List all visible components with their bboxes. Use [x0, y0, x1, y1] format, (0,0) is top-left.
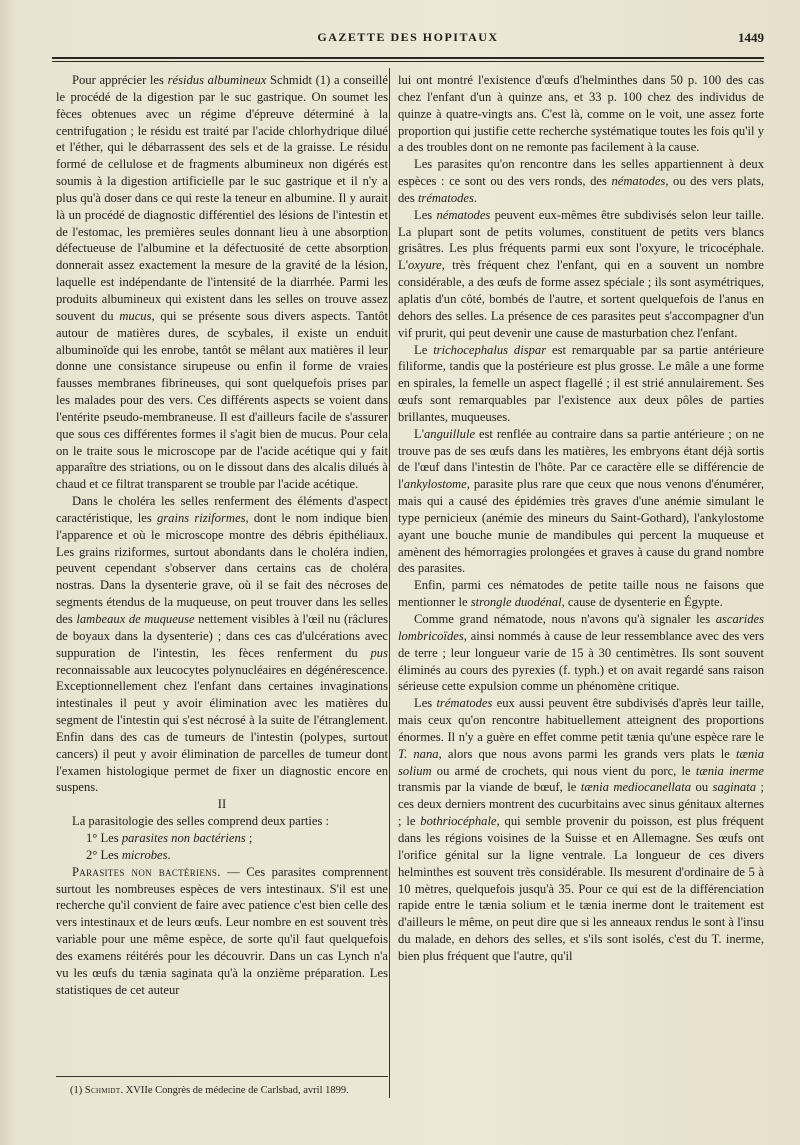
paragraph: Dans le choléra les selles renferment des éléments d'aspect caractéristique, les grains riziformes, dont le nom indique bien l'apparence et où le microscope montre des débris épithéliaux. Les grains riziformes, surtout abondants dans le choléra indien, peuvent cependant s'observer dans certains cas de choléra nostras. Dans la dysenterie grave, où il se fait des nécroses de segments étendus de la muqueuse, on peut trouver dans les selles des lambeaux de muqueuse nettement visibles à l'œil nu (râclures de boyaux dans la dysenterie) ; dans ces cas d'ulcérations avec suppuration de l'intestin, les fèces renferment du pus reconnaissable aux leucocytes polynucléaires en dégénérescence. Exceptionnellement chez l'enfant dans certaines invaginations intestinales il peut y avoir élimination avec les matières du segment de l'intestin qui s'est nécrosé à la suite de l'étranglement. Enfin dans des cas de tumeurs de l'intestin (polypes, surtout cancers) il peut y avoir élimination de parcelles de tumeur dont l'examen histologique permet de fixer un diagnostic encore en suspens.	[56, 494, 389, 795]
left-column	[56, 72, 388, 998]
paragraph: L'anguillule est renflée au contraire dans sa partie antérieure ; on ne trouve pas de ses œufs dans les matières, les embryons étant déjà sortis de l'œuf dans l'intestin de l'hôte. Par ce caractère elle se différencie de l'ankylostome, parasite plus rare que ceux que nous venons d'énumérer, mais qui a causé des épidémies très graves d'une anémie simulant le type pernicieux (anémie des mineurs du Saint-Gothard), l'ankylostome ayant une bouche munie de mandibules qui percent la muqueuse et amènent des hémorragies prolongées et graves à cause du grand nombre des parasites.	[398, 426, 764, 576]
paragraph: Les parasites qu'on rencontre dans les selles appartiennent à deux espèces : ce sont ou des vers ronds, des nématodes, ou des vers plats, des trématodes.	[398, 157, 765, 205]
footnote-rule	[56, 1076, 388, 1077]
list-item: 1° Les parasites non bactériens ;	[86, 830, 253, 845]
section-number: II	[217, 797, 227, 812]
paragraph: Parasites non bactériens. — Ces parasites comprennent surtout les nombreuses espèces de vers intestinaux. S'il est une recherche qu'il convient de faire avec patience c'est bien celle des vers intestinaux et de leurs œufs. Leur nombre en est souvent très variable pour une même espèce, de sorte qu'il faut quelquefois des examens réitérés pour les découvrir. Dans un cas Lynch n'a vu les œufs du tænia saginata qu'à la onzième préparation. Les statistiques de cet auteur	[56, 864, 388, 997]
page-header	[52, 30, 764, 52]
header-rule-thick	[52, 57, 764, 59]
journal-title: GAZETTE DES HOPITAUX	[317, 30, 499, 44]
paragraph: Les nématodes peuvent eux-mêmes être subdivisés selon leur taille. La plupart sont de petits volumes, constituent de petits vers blancs grisâtres. Les plus fréquents parmi eux sont l'oxyure, le tricocéphale. L'oxyure, très fréquent chez l'enfant, qui en a souvent un nombre considérable, a des œufs de forme assez spéciale ; ils sont asymétriques, aplatis d'un côté, bombés de l'autre, et sortent quelquefois de l'anus en dehors des selles. La présence de ces parasites peut s'accompagner d'un vif prurit, qui peut devenir une cause de masturbation chez l'enfant.	[398, 207, 764, 340]
list-item: 2° Les microbes.	[86, 847, 171, 862]
paragraph: lui ont montré l'existence d'œufs d'helminthes dans 50 p. 100 des cas chez l'enfant d'un à quinze ans, et 33 p. 100 chez des individus de quinze à quatre-vingts ans. C'est là, comme on le voit, une assez forte proportion qui justifie cette recherche systématique toutes les fois qu'il y a des troubles dont on ne remonte pas facilement à la cause.	[398, 73, 764, 155]
paragraph: La parasitologie des selles comprend deux parties :	[72, 814, 330, 829]
page-number: 1449	[738, 30, 764, 45]
paragraph: Pour apprécier les résidus albumineux Schmidt (1) a conseillé le procédé de la digestion par le suc gastrique. On soumet les fèces obtenues avec un régime d'épreuve déterminé à la centrifugation ; le résidu est traité par l'acide chlorhydrique dilué et l'éther, qui le débarrassent des sels et de la graisse. Le résidu formé de cellulose et de fragments albumineux non digérés est soumis à la digestion artificielle par le suc gastrique et il n'y a plus qu'à doser dans ce qui reste la teneur en albumine. Il y aurait là un procédé de diagnostic différentiel des lésions de l'intestin et de l'estomac, les premières seules donnant lieu à une absorption défectueuse de l'albumine et la défectuosité de cette absorption donnerait assez exactement la mesure de la gravité de la lésion, laquelle est indépendante de l'intensité de la diarrhée. Parmi les produits albumineux qui existent dans les selles on trouve assez souvent du mucus, qui se présente sous divers aspects. Tantôt autour de matières dures, de scybales, il existe un enduit albuminoïde qui les enrobe, tantôt se mêlant aux matières il leur donne une consistance sirupeuse ou enfin il forme de vraies fausses membranes fibrineuses, qui sont quelquefois prises par les malades pour des vers. Ces différents aspects se voient dans l'entérite pseudo-membraneuse. Il est d'ailleurs facile de s'assurer que sous ces différentes formes il s'agit bien de mucus. Pour cela on le traite sous le microscope par de l'acide acétique qui y fait apparaître des striations, ou on le dissout dans des alcalis dilués à chaud et ce filtrat transparent se trouble par l'acide acétique.	[56, 73, 388, 492]
column-divider	[389, 68, 390, 1098]
paragraph: Les trématodes eux aussi peuvent être subdivisés d'après leur taille, mais ceux qu'on rencontre habituellement atteignent des proportions énormes. Il n'y a guère en effet comme petit tænia qu'une espèce rare le T. nana, alors que nous avons parmi les grands vers plats le tænia solium ou armé de crochets, qui nous vient du porc, le tænia inerme transmis par la viande de bœuf, le tænia mediocanellata ou saginata ; ces deux derniers montrent des cucurbitains avec sinus génitaux alternes ; le bothriocéphale, qui semble provenir du poisson, est plus fréquent dans les régions voisines de la Suisse et en Allemagne. Ses œufs ont l'orifice génital sur la ligne ventrale. La longueur de ces divers helminthes est souvent très considérable. Ils mesurent d'ordinaire de 5 à 10 mètres, quelquefois jusqu'à 35. Pour ce qui est de la différenciation rapide entre le tænia solium et le tænia inerme dont le traitement est d'ailleurs le même, on peut dire que si les anneaux rendus le sont à l'insu du malade, en dehors des selles, et s'ils sont isolés, c'est du T. inerme, bien plus fréquent que l'autre, qu'il	[398, 696, 765, 963]
footnote: (1) Schmidt. XVIIe Congrès de médecine de Carlsbad, avril 1899.	[70, 1085, 349, 1096]
paragraph: Enfin, parmi ces nématodes de petite taille nous ne faisons que mentionner le strongle duodénal, cause de dysenterie en Égypte.	[398, 578, 764, 610]
header-rule-thin	[52, 61, 764, 62]
right-column	[398, 72, 764, 965]
paragraph: Le trichocephalus dispar est remarquable par sa partie antérieure filiforme, tandis que la postérieure est plus grosse. Le mâle a une forme en spirales, la femelle un aspect flagellé ; il est strié annulairement. Ses œufs sont remarquables par l'existence aux deux pôles de parties brillantes, muqueuses.	[398, 342, 764, 424]
paragraph: Comme grand nématode, nous n'avons qu'à signaler les ascarides lombricoïdes, ainsi nommés à cause de leur ressemblance avec des vers de terre ; leur longueur varie de 15 à 30 centimètres. Ils sont souvent éliminés au cours des pyrexies (f. typh.) et on avait regardé sans raison sérieuse cette expulsion comme un phénomène critique.	[398, 612, 764, 694]
